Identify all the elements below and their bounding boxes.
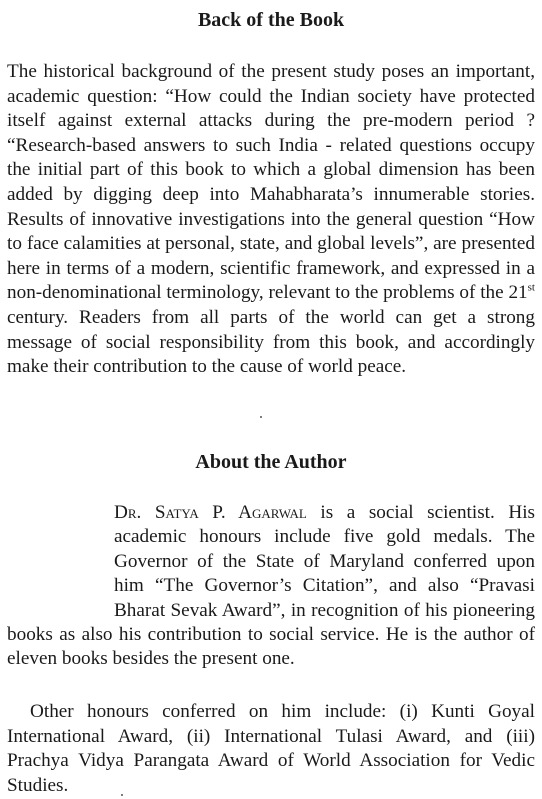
author-name: Dr. Satya P. Agarwal <box>114 502 307 523</box>
back-of-book-paragraph <box>7 60 535 380</box>
print-speck <box>121 794 123 796</box>
ordinal-superscript: st <box>527 281 535 294</box>
back-of-book-text-part-1: The historical background of the present study poses an important, academic question: “How could the Indian society have protected itself against external attacks during the pre-modern period ? “Research-based answers to such India - related questions occupy the initial part of this book to which a global dimension has been added by digging deep into Mahabharata’s innumerable stories. Results of innovative investigations into the general question “How to face calamities at personal, state, and global levels”, are presented here in terms of a modern, scientific framework, and expressed in a non-denominational terminology, relevant to the problems of the 21 <box>7 61 535 304</box>
author-bio-paragraph <box>7 501 535 672</box>
about-author-heading: About the Author <box>195 451 347 473</box>
back-of-book-heading: Back of the Book <box>197 9 345 31</box>
author-bio-text: is a social scientist. His academic honours include five gold medals. The Governor of the State of Maryland conferred upon him “The Governor’s Citation”, and also “Pravasi Bharat Sevak Award”, in recognition of his pioneering books as also his contribution to social service. He is the author of eleven books besides the present one. <box>7 502 535 670</box>
print-speck <box>260 416 262 418</box>
author-photo-space <box>7 501 114 623</box>
author-honours-paragraph: Other honours conferred on him include: (i) Kunti Goyal International Award, (ii) International Tulasi Award, and (iii) Prachya Vidya Parangata Award of World Association for Vedic Studies. <box>7 701 535 796</box>
back-of-book-text-part-2: century. Readers from all parts of the world can get a strong message of social responsibility from this book, and accordingly make their contribution to the cause of world peace. <box>7 306 535 378</box>
